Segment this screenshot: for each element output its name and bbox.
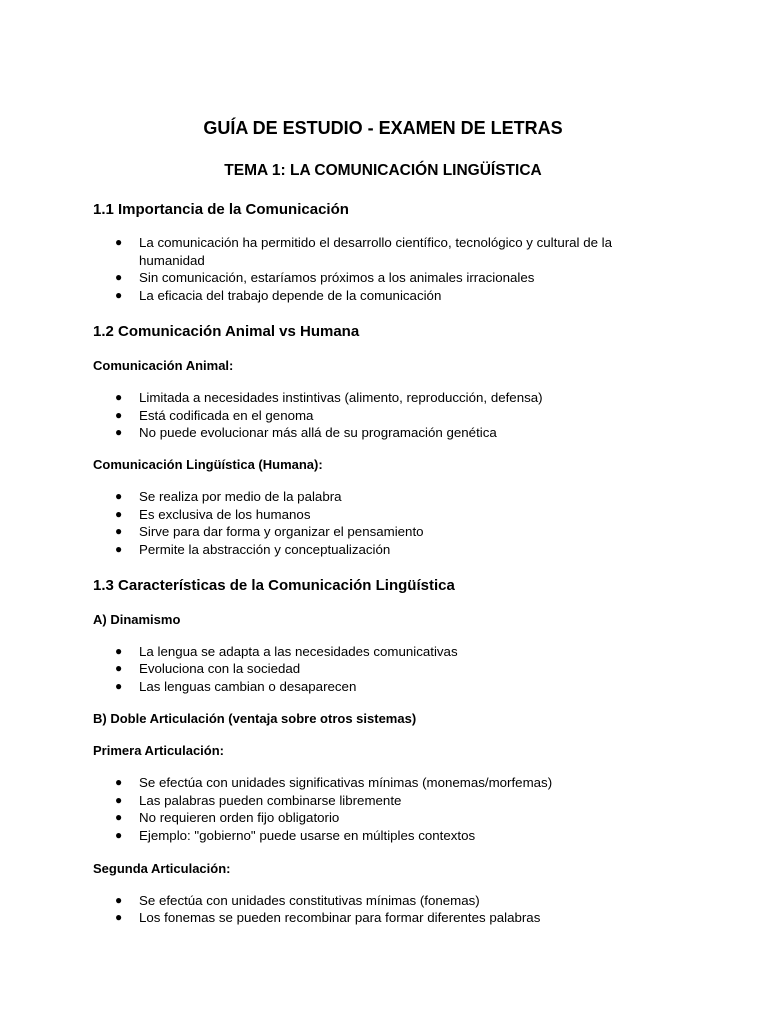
bullet-icon: ● (115, 407, 123, 422)
bullet-list-importancia (93, 234, 673, 305)
bullet-icon: ● (115, 827, 123, 842)
list-item (93, 541, 659, 559)
bullet-icon: ● (115, 643, 123, 658)
list-item-text: Ejemplo: "gobierno" puede usarse en múltiples contextos (139, 827, 476, 843)
bullet-icon: ● (115, 488, 123, 503)
list-item-text: Las lenguas cambian o desaparecen (139, 679, 357, 695)
topic-title: TEMA 1: LA COMUNICACIÓN LINGÜÍSTICA (224, 162, 542, 179)
list-item-text: Está codificada en el genoma (139, 407, 314, 423)
list-item-text: Se efectúa con unidades constitutivas mínimas (fonemas) (139, 892, 480, 908)
list-item (93, 678, 659, 696)
bullet-list-humana (93, 488, 673, 559)
list-item-text: No requieren orden fijo obligatorio (139, 810, 340, 826)
list-item-text: La comunicación ha permitido el desarrollo científico, tecnológico y cultural de la humanidad (139, 235, 613, 268)
subsection-title-doble-articulacion: B) Doble Articulación (ventaja sobre otros sistemas) (93, 710, 417, 726)
bullet-icon: ● (115, 892, 123, 907)
bullet-icon: ● (115, 679, 123, 694)
list-item-text: Se realiza por medio de la palabra (139, 488, 342, 504)
bullet-icon: ● (115, 910, 123, 925)
list-item (93, 792, 659, 810)
list-item-text: Evoluciona con la sociedad (139, 661, 301, 677)
list-item (93, 827, 659, 845)
list-item-text: Sirve para dar forma y organizar el pensamiento (139, 524, 424, 540)
list-item-text: Permite la abstracción y conceptualización (139, 542, 391, 558)
list-item (93, 523, 659, 541)
bullet-icon: ● (115, 425, 123, 440)
list-item-text: Las palabras pueden combinarse libremente (139, 792, 402, 808)
list-item (93, 424, 659, 442)
list-item (93, 234, 659, 269)
document-content (93, 118, 673, 927)
list-item-text: Limitada a necesidades instintivas (alimento, reproducción, defensa) (139, 389, 543, 405)
list-item (93, 488, 659, 506)
list-item (93, 407, 659, 425)
bullet-icon: ● (115, 792, 123, 807)
list-item (93, 660, 659, 678)
list-item-text: La eficacia del trabajo depende de la comunicación (139, 288, 442, 304)
bullet-icon: ● (115, 288, 123, 303)
bullet-list-primera-articulacion (93, 774, 673, 845)
bullet-list-segunda-articulacion (93, 892, 673, 927)
list-item-text: Sin comunicación, estaríamos próximos a los animales irracionales (139, 270, 535, 286)
list-item (93, 892, 659, 910)
subsection-title-dinamismo: A) Dinamismo (93, 611, 181, 627)
list-item-text: Se efectúa con unidades significativas mínimas (monemas/morfemas) (139, 774, 553, 790)
section-title-animal-vs-humana: 1.2 Comunicación Animal vs Humana (93, 322, 360, 340)
list-item-text: No puede evolucionar más allá de su programación genética (139, 425, 497, 441)
list-item (93, 809, 659, 827)
bullet-icon: ● (115, 661, 123, 676)
list-item (93, 269, 659, 287)
bullet-icon: ● (115, 524, 123, 539)
document-title: GUÍA DE ESTUDIO - EXAMEN DE LETRAS (203, 118, 563, 138)
list-item-text: Es exclusiva de los humanos (139, 506, 311, 522)
list-item (93, 774, 659, 792)
list-item-text: La lengua se adapta a las necesidades comunicativas (139, 643, 458, 659)
bullet-icon: ● (115, 389, 123, 404)
subsection-title-humana: Comunicación Lingüística (Humana): (93, 456, 323, 472)
section-title-importancia: 1.1 Importancia de la Comunicación (93, 201, 349, 218)
subsection-title-segunda-articulacion: Segunda Articulación: (93, 860, 231, 876)
bullet-icon: ● (115, 270, 123, 285)
bullet-icon: ● (115, 235, 123, 249)
bullet-list-dinamismo (93, 643, 673, 696)
list-item (93, 287, 659, 305)
bullet-icon: ● (115, 506, 123, 521)
bullet-icon: ● (115, 774, 123, 789)
section-title-caracteristicas: 1.3 Características de la Comunicación Lingüística (93, 576, 455, 594)
subsection-title-primera-articulacion: Primera Articulación: (93, 742, 225, 758)
bullet-icon: ● (115, 810, 123, 825)
bullet-list-animal (93, 389, 673, 442)
bullet-icon: ● (115, 542, 123, 557)
list-item (93, 909, 659, 927)
subsection-title-animal: Comunicación Animal: (93, 357, 234, 373)
list-item (93, 389, 659, 407)
list-item-text: Los fonemas se pueden recombinar para formar diferentes palabras (139, 910, 541, 926)
list-item (93, 643, 659, 661)
list-item (93, 506, 659, 524)
